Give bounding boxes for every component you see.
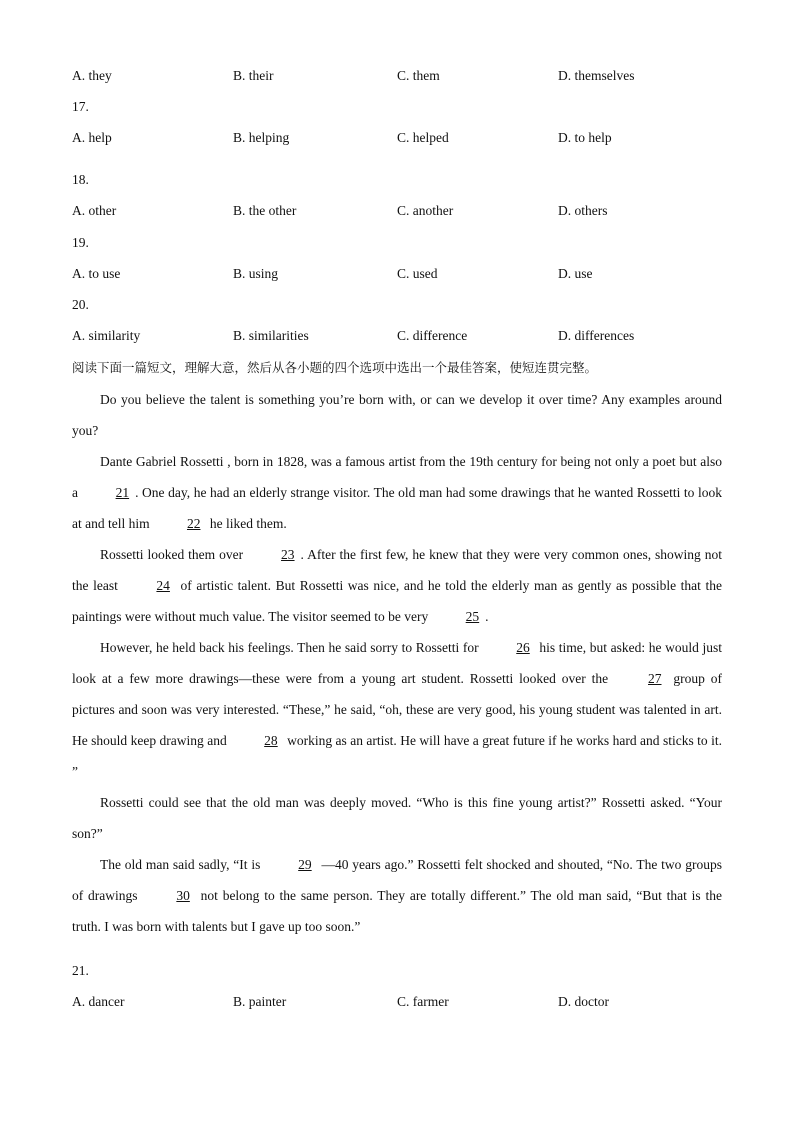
passage-text: . [485, 609, 489, 624]
blank-28: 28 [264, 733, 278, 748]
option-d[interactable]: D. doctor [558, 994, 609, 1009]
q18-options [72, 201, 722, 221]
blank-29: 29 [298, 857, 312, 872]
option-a[interactable]: A. similarity [72, 328, 141, 343]
passage-paragraph-5: Rossetti could see that the old man was deeply moved. “Who is this fine young artist?” Rossetti asked. “Your son?” [72, 795, 722, 841]
question-number-21: 21. [72, 963, 89, 978]
passage-text: However, he held back his feelings. Then he said sorry to Rossetti for [100, 640, 483, 655]
question-number-17: 17. [72, 99, 89, 114]
blank-24: 24 [156, 578, 170, 593]
option-c[interactable]: C. another [397, 203, 454, 218]
option-c[interactable]: C. difference [397, 328, 468, 343]
q17-options [72, 128, 722, 148]
option-b[interactable]: B. painter [233, 994, 287, 1009]
option-d[interactable]: D. others [558, 203, 608, 218]
passage-text: group of pictures and soon was very interested. “These,” he said, “oh, these are very good, his young student was talented in art. He should keep drawing and [72, 671, 722, 748]
blank-22: 22 [186, 516, 201, 531]
q16-options [72, 66, 722, 86]
option-a[interactable]: A. they [72, 68, 112, 83]
option-a[interactable]: A. to use [72, 266, 121, 281]
option-d[interactable]: D. themselves [558, 68, 635, 83]
option-c[interactable]: C. them [397, 68, 440, 83]
option-c[interactable]: C. helped [397, 130, 449, 145]
option-a[interactable]: A. dancer [72, 994, 125, 1009]
option-b[interactable]: B. using [233, 266, 279, 281]
q20-options [72, 326, 722, 346]
option-b[interactable]: B. helping [233, 130, 290, 145]
passage-paragraph-2 [72, 446, 722, 539]
passage-paragraph-1: Do you believe the talent is something you’re born with, or can we develop it over time? Any examples around you? [72, 392, 722, 438]
option-c[interactable]: C. farmer [397, 994, 449, 1009]
option-b[interactable]: B. the other [233, 203, 297, 218]
passage-text: not belong to the same person. They are totally different.” The old man said, “But that is the truth. I was born with talents but I gave up too soon.” [72, 888, 722, 934]
passage-text: . After the first few, he knew that they were very common ones, showing not the least [72, 547, 722, 593]
blank-27: 27 [648, 671, 662, 686]
passage-text: . One day, he had an elderly strange visitor. The old man had some drawings that he wanted Rossetti to look at and tell him [72, 485, 723, 531]
passage-text: The old man said sadly, “It is [100, 857, 265, 872]
option-d[interactable]: D. use [558, 266, 593, 281]
question-number-20: 20. [72, 297, 89, 312]
passage-text: of artistic talent. But Rossetti was nice, and he told the elderly man as gently as possible that the paintings were without much value. The visitor seemed to be very [72, 578, 722, 624]
blank-25: 25 [465, 609, 480, 624]
option-a[interactable]: A. other [72, 203, 117, 218]
passage-text: he liked them. [206, 516, 287, 531]
option-b[interactable]: B. similarities [233, 328, 309, 343]
passage-paragraph-3 [72, 539, 722, 632]
blank-26: 26 [516, 640, 530, 655]
passage-text: Rossetti looked them over [100, 547, 248, 562]
blank-23: 23 [281, 547, 295, 562]
reading-passage [72, 384, 722, 942]
section-instruction: 阅读下面一篇短文，理解大意，然后从各小题的四个选项中选出一个最佳答案，使短连贯完整。 [72, 360, 598, 375]
question-number-19: 19. [72, 235, 89, 250]
passage-text: working as an artist. He will have a great future if he works hard and sticks to it. ” [72, 733, 722, 779]
option-b[interactable]: B. their [233, 68, 274, 83]
option-a[interactable]: A. help [72, 130, 112, 145]
blank-21: 21 [115, 485, 130, 500]
passage-text: Dante Gabriel Rossetti , born in 1828, was a famous artist from the 19th century for being not only a poet but also a [72, 454, 722, 500]
option-d[interactable]: D. to help [558, 130, 612, 145]
q19-options [72, 264, 722, 284]
option-c[interactable]: C. used [397, 266, 438, 281]
passage-paragraph-4 [72, 632, 722, 787]
option-d[interactable]: D. differences [558, 328, 635, 343]
passage-text: —40 years ago.” Rossetti felt shocked and shouted, “No. The two groups of drawings [72, 857, 722, 903]
blank-30: 30 [176, 888, 190, 903]
q21-options [72, 992, 722, 1012]
passage-paragraph-6 [72, 849, 722, 942]
question-number-18: 18. [72, 172, 89, 187]
passage-text: his time, but asked: he would just look at a few more drawings—these were from a young art student. Rossetti looked over the [72, 640, 722, 686]
